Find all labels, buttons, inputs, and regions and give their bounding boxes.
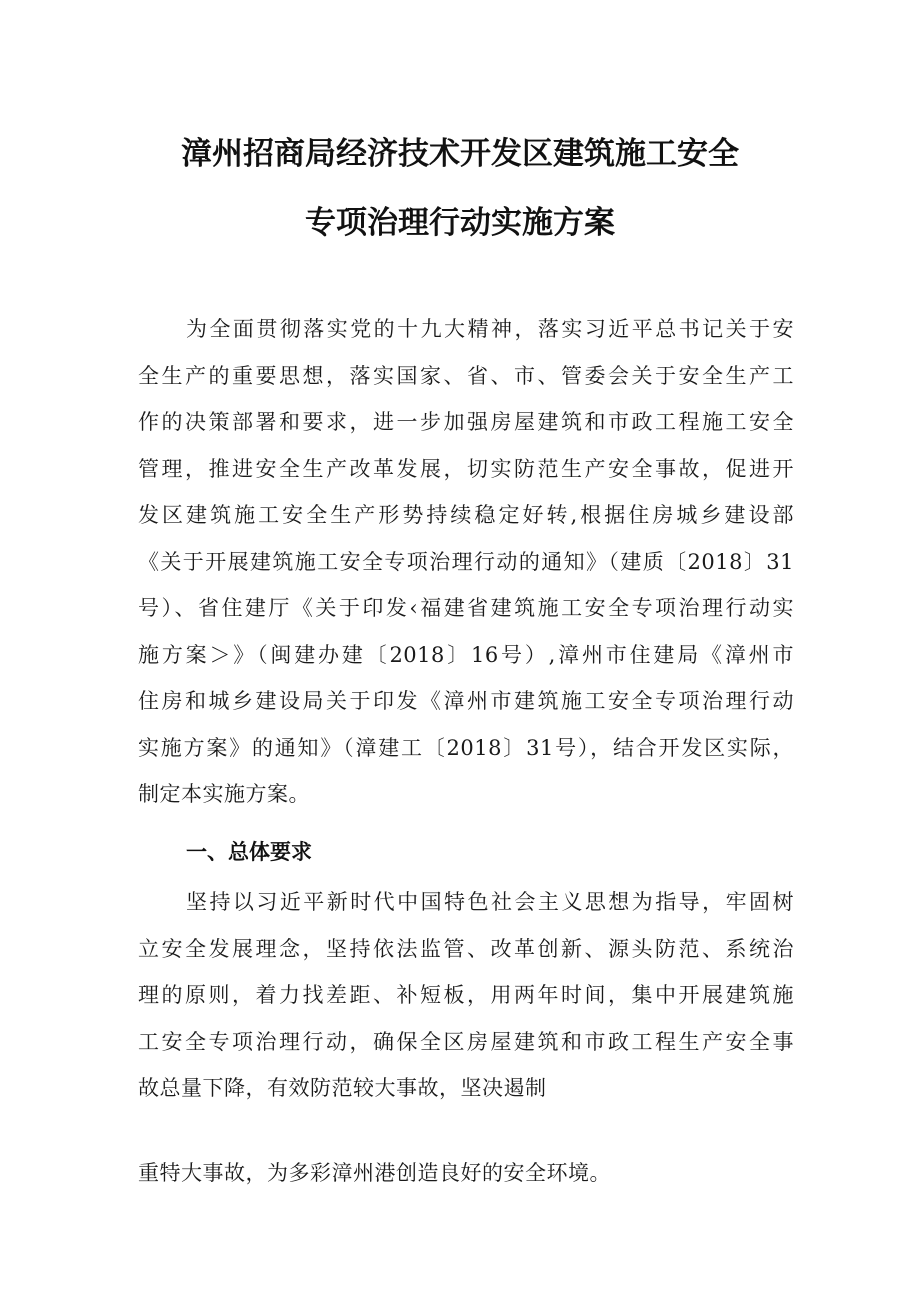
paragraph-line: 实施方案》的通知》（漳建工〔2018〕31号），结合开发区实际， bbox=[138, 735, 794, 760]
paragraph-line: 立安全发展理念，坚持依法监管、改革创新、源头防范、系统治 bbox=[138, 936, 794, 961]
paragraph-line: 《关于开展建筑施工安全专项治理行动的通知》（建质〔2018〕31 bbox=[138, 549, 794, 574]
paragraph-line: 理的原则，着力找差距、补短板，用两年时间，集中开展建筑施 bbox=[138, 983, 794, 1007]
document-title-line1: 漳州招商局经济技术开发区建筑施工安全 bbox=[181, 136, 739, 172]
paragraph-line: 全生产的重要思想，落实国家、省、市、管委会关于安全生产工 bbox=[138, 363, 794, 388]
paragraph-line: 发区建筑施工安全生产形势持续稳定好转,根据住房城乡建设部 bbox=[138, 503, 794, 527]
paragraph-continuation: 重特大事故，为多彩漳州港创造良好的安全环境。 bbox=[138, 1161, 611, 1185]
document-title-line2: 专项治理行动实施方案 bbox=[305, 205, 615, 241]
section-heading-overall-requirements: 一、总体要求 bbox=[186, 840, 312, 864]
paragraph-line: 住房和城乡建设局关于印发《漳州市建筑施工安全专项治理行动 bbox=[138, 689, 794, 713]
paragraph-line: 工安全专项治理行动，确保全区房屋建筑和市政工程生产安全事 bbox=[138, 1029, 794, 1054]
paragraph-line: 施方案＞》（闽建办建〔2018〕16号）,漳州市住建局《漳州市 bbox=[138, 642, 794, 667]
paragraph-line: 故总量下降，有效防范较大事故，坚决遏制 bbox=[138, 1076, 547, 1100]
paragraph-intro bbox=[138, 306, 794, 818]
paragraph-line: 制定本实施方案。 bbox=[138, 782, 310, 806]
paragraph-overall-requirements bbox=[138, 879, 794, 1112]
paragraph-line: 管理，推进安全生产改革发展，切实防范生产安全事故，促进开 bbox=[138, 456, 794, 481]
paragraph-line: 作的决策部署和要求，进一步加强房屋建筑和市政工程施工安全 bbox=[138, 410, 794, 434]
paragraph-line: 号）、省住建厅《关于印发‹福建省建筑施工安全专项治理行动实 bbox=[138, 596, 794, 620]
paragraph-line: 坚持以习近平新时代中国特色社会主义思想为指导，牢固树 bbox=[186, 890, 794, 914]
paragraph-line: 为全面贯彻落实党的十九大精神，落实习近平总书记关于安 bbox=[186, 317, 794, 341]
